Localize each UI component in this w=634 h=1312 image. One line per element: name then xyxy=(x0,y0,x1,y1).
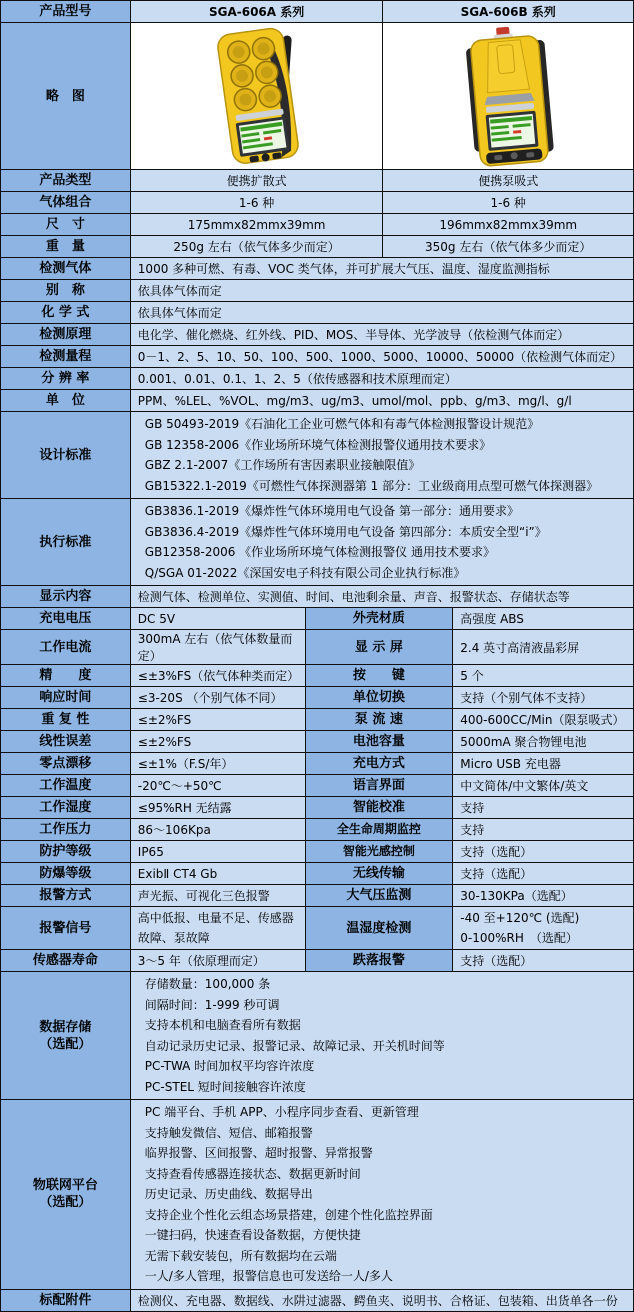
value-linearity-error: ≤±2%FS xyxy=(131,731,306,752)
value-accessories: 检测仪、充电器、数据线、水阱过滤器、鳄鱼夹、说明书、合格证、包装箱、出货单各一份 xyxy=(131,1290,634,1311)
label-unit-switch: 单位切换 xyxy=(306,687,454,708)
row-alarm-method xyxy=(1,885,634,907)
label-lifecycle-monitoring: 全生命周期监控 xyxy=(306,819,454,840)
label-chemical-formula: 化 学 式 xyxy=(1,302,131,323)
value-wireless-transmission: 支持（选配） xyxy=(453,863,634,884)
label-design-standards: 设计标准 xyxy=(1,412,131,498)
row-resolution xyxy=(1,368,634,390)
value-display-screen: 2.4 英寸高清液晶彩屏 xyxy=(453,630,634,664)
value-repeatability: ≤±2%FS xyxy=(131,709,306,730)
iot-platform-line: 支持企业个性化云组态场景搭建，创建个性化监控界面 xyxy=(144,1207,433,1222)
label-resolution: 分 辨 率 xyxy=(1,368,131,389)
label-working-temperature: 工作温度 xyxy=(1,775,131,796)
value-protection-rating: IP65 xyxy=(131,841,306,862)
label-explosion-proof-rating: 防爆等级 xyxy=(1,863,131,884)
value-weight-b: 350g 左右（依气体多少而定） xyxy=(383,236,634,257)
row-response-time xyxy=(1,687,634,709)
row-gas-combination xyxy=(1,192,634,214)
label-alarm-method: 报警方式 xyxy=(1,885,131,906)
data-storage-label-line: （选配） xyxy=(39,1036,92,1052)
row-detection-range xyxy=(1,346,634,368)
value-design-standards xyxy=(131,412,634,498)
data-storage-line: 自动记录历史记录、报警记录、故障记录、开关机时间等 xyxy=(144,1038,445,1053)
iot-platform-label-line: 物联网平台 xyxy=(32,1178,98,1194)
value-gas-combination-b: 1-6 种 xyxy=(383,192,634,213)
label-smart-calibration: 智能校准 xyxy=(306,797,454,818)
value-detection-range: 0－1、2、5、10、50、100、500、1000、5000、10000、50000（依检测气体而定） xyxy=(131,346,634,367)
row-working-pressure xyxy=(1,819,634,841)
row-zero-drift xyxy=(1,753,634,775)
row-repeatability xyxy=(1,709,634,731)
row-alarm-signal xyxy=(1,907,634,950)
iot-platform-line: 支持触发微信、短信、邮箱报警 xyxy=(144,1125,313,1140)
row-working-current xyxy=(1,630,634,665)
label-execution-standards: 执行标准 xyxy=(1,499,131,585)
row-alias xyxy=(1,280,634,302)
value-accuracy: ≤±3%FS（依气体种类而定） xyxy=(131,665,306,686)
value-zero-drift: ≤±1%（F.S/年） xyxy=(131,753,306,774)
label-detection-range: 检测量程 xyxy=(1,346,131,367)
value-response-time: ≤3-20S （个别气体不同） xyxy=(131,687,306,708)
value-product-type-a: 便携扩散式 xyxy=(131,170,384,191)
label-display-content: 显示内容 xyxy=(1,586,131,607)
row-design-standards xyxy=(1,412,634,499)
alarm-signal-line: 高中低报、电量不足、传感器 xyxy=(137,910,294,925)
label-alarm-signal: 报警信号 xyxy=(1,907,131,949)
label-detected-gases: 检测气体 xyxy=(1,258,131,279)
row-execution-standards xyxy=(1,499,634,586)
row-dimensions xyxy=(1,214,634,236)
label-buttons: 按 键 xyxy=(306,665,454,686)
row-charge-voltage xyxy=(1,608,634,630)
row-linearity-error xyxy=(1,731,634,753)
row-working-humidity xyxy=(1,797,634,819)
temp-humidity-line: 0-100%RH （选配） xyxy=(460,931,578,945)
label-working-current: 工作电流 xyxy=(1,630,131,664)
value-smart-calibration: 支持 xyxy=(453,797,634,818)
label-accuracy: 精 度 xyxy=(1,665,131,686)
value-execution-standards xyxy=(131,499,634,585)
value-display-content: 检测气体、检测单位、实测值、时间、电池剩余量、声音、报警状态、存储状态等 xyxy=(131,586,634,607)
label-repeatability: 重 复 性 xyxy=(1,709,131,730)
row-sensor-life xyxy=(1,950,634,972)
value-working-pressure: 86～106Kpa xyxy=(131,819,306,840)
label-accessories: 标配附件 xyxy=(1,1290,131,1311)
row-working-temperature xyxy=(1,775,634,797)
value-buttons: 5 个 xyxy=(453,665,634,686)
label-shell-material: 外壳材质 xyxy=(306,608,454,629)
design-standard-line: GB15322.1-2019《可燃性气体探测器第 1 部分：工业级商用点型可燃气体探测器》 xyxy=(144,478,599,493)
label-gas-combination: 气体组合 xyxy=(1,192,131,213)
row-detection-principle xyxy=(1,324,634,346)
value-pump-flow: 400-600CC/Min（限泵吸式） xyxy=(453,709,634,730)
value-charge-voltage: DC 5V xyxy=(131,608,306,629)
label-temp-humidity-detection: 温湿度检测 xyxy=(306,907,454,949)
value-dimensions-b: 196mmx82mmx39mm xyxy=(383,214,634,235)
label-detection-principle: 检测原理 xyxy=(1,324,131,345)
alarm-signal-line: 故障、泵故障 xyxy=(137,931,210,945)
value-working-current: 300mA 左右（依气体数量而定） xyxy=(131,630,306,664)
value-iot-platform xyxy=(131,1100,634,1289)
header-model-label: 产品型号 xyxy=(1,1,131,22)
iot-platform-line: 支持查看传感器连接状态、数据更新时间 xyxy=(144,1166,361,1181)
iot-platform-label-line: （选配） xyxy=(39,1195,92,1211)
label-light-sensor-control: 智能光感控制 xyxy=(306,841,454,862)
row-accuracy xyxy=(1,665,634,687)
label-wireless-transmission: 无线传输 xyxy=(306,863,454,884)
value-light-sensor-control: 支持（选配） xyxy=(453,841,634,862)
sketch-row xyxy=(1,23,634,170)
label-language-interface: 语言界面 xyxy=(306,775,454,796)
iot-platform-line: 临界报警、区间报警、超时报警、异常报警 xyxy=(144,1146,373,1160)
execution-standard-line: GB12358-2006 《作业场所环境气体检测报警仪 通用技术要求》 xyxy=(144,545,496,559)
value-gas-combination-a: 1-6 种 xyxy=(131,192,384,213)
execution-standard-line: Q/SGA 01-2022《深国安电子科技有限公司企业执行标准》 xyxy=(144,565,466,580)
label-drop-alarm: 跌落报警 xyxy=(306,950,454,971)
value-unit-switch: 支持（个别气体不支持） xyxy=(453,687,634,708)
value-dimensions-a: 175mmx82mmx39mm xyxy=(131,214,384,235)
portable-pump-gas-detector-image xyxy=(413,25,603,167)
value-language-interface: 中文简体/中文繁体/英文 xyxy=(453,775,634,796)
label-sensor-life: 传感器寿命 xyxy=(1,950,131,971)
execution-standard-line: GB3836.4-2019《爆炸性气体环境用电气设备 第四部分：本质安全型“i”》 xyxy=(144,524,547,539)
row-chemical-formula xyxy=(1,302,634,324)
value-alarm-signal xyxy=(131,907,306,949)
iot-platform-line: 一键扫码，快速查看设备数据，方便快捷 xyxy=(144,1228,361,1242)
label-linearity-error: 线性误差 xyxy=(1,731,131,752)
row-units xyxy=(1,390,634,412)
label-response-time: 响应时间 xyxy=(1,687,131,708)
label-zero-drift: 零点漂移 xyxy=(1,753,131,774)
iot-platform-line: PC 端平台、手机 APP、小程序同步查看、更新管理 xyxy=(144,1105,419,1119)
label-data-storage xyxy=(1,972,131,1099)
value-shell-material: 高强度 ABS xyxy=(453,608,634,629)
value-sensor-life: 3～5 年（依原理而定） xyxy=(131,950,306,971)
design-standard-line: GB 50493-2019《石油化工企业可燃气体和有毒气体检测报警设计规范》 xyxy=(144,417,540,431)
value-units: PPM、%LEL、%VOL、mg/m3、ug/m3、umol/mol、ppb、g/m3、mg/l、g/l xyxy=(131,390,634,411)
label-dimensions: 尺 寸 xyxy=(1,214,131,235)
label-protection-rating: 防护等级 xyxy=(1,841,131,862)
label-alias: 别 称 xyxy=(1,280,131,301)
label-units: 单 位 xyxy=(1,390,131,411)
value-barometric-monitoring: 30-130KPa（选配） xyxy=(453,885,634,906)
data-storage-line: PC-STEL 短时间接触容许浓度 xyxy=(144,1079,306,1094)
iot-platform-line: 历史记录、历史曲线、数据导出 xyxy=(144,1187,313,1201)
value-drop-alarm: 支持（选配） xyxy=(453,950,634,971)
value-working-temperature: -20℃～+50℃ xyxy=(131,775,306,796)
iot-platform-line: 无需下载安装包，所有数据均在云端 xyxy=(144,1248,337,1263)
row-protection-rating xyxy=(1,841,634,863)
label-charge-voltage: 充电电压 xyxy=(1,608,131,629)
data-storage-line: 存储数量：100,000 条 xyxy=(144,977,271,991)
label-iot-platform xyxy=(1,1100,131,1289)
value-detected-gases: 1000 多种可燃、有毒、VOC 类气体，并可扩展大气压、温度、湿度监测指标 xyxy=(131,258,634,279)
row-product-type xyxy=(1,170,634,192)
design-standard-line: GBZ 2.1-2007《工作场所有害因素职业接触限值》 xyxy=(144,458,421,472)
header-row xyxy=(1,1,634,23)
design-standard-line: GB 12358-2006《作业场所环境气体检测报警仪通用技术要求》 xyxy=(144,437,492,452)
label-charging-method: 充电方式 xyxy=(306,753,454,774)
data-storage-line: 支持本机和电脑查看所有数据 xyxy=(144,1018,301,1032)
portable-diffusion-gas-detector-image xyxy=(157,25,357,167)
label-weight: 重 量 xyxy=(1,236,131,257)
label-working-pressure: 工作压力 xyxy=(1,819,131,840)
value-chemical-formula: 依具体气体而定 xyxy=(131,302,634,323)
row-data-storage xyxy=(1,972,634,1100)
temp-humidity-line: -40 至+120℃ (选配) xyxy=(460,910,580,925)
value-explosion-proof-rating: ExibⅡ CT4 Gb xyxy=(131,863,306,884)
label-pump-flow: 泵 流 速 xyxy=(306,709,454,730)
value-data-storage xyxy=(131,972,634,1099)
value-working-humidity: ≤95%RH 无结露 xyxy=(131,797,306,818)
label-display-screen: 显 示 屏 xyxy=(306,630,454,664)
value-lifecycle-monitoring: 支持 xyxy=(453,819,634,840)
row-weight xyxy=(1,236,634,258)
row-iot-platform xyxy=(1,1100,634,1290)
device-a-image-cell xyxy=(131,23,384,169)
label-battery-capacity: 电池容量 xyxy=(306,731,454,752)
value-charging-method: Micro USB 充电器 xyxy=(453,753,634,774)
sketch-label: 略 图 xyxy=(1,23,131,169)
row-accessories xyxy=(1,1290,634,1312)
value-battery-capacity: 5000mA 聚合物锂电池 xyxy=(453,731,634,752)
data-storage-line: 间隔时间：1-999 秒可调 xyxy=(144,997,280,1012)
iot-platform-line: 一人/多人管理，报警信息也可发送给一人/多人 xyxy=(144,1269,393,1283)
data-storage-line: PC-TWA 时间加权平均容许浓度 xyxy=(144,1059,315,1073)
value-detection-principle: 电化学、催化燃烧、红外线、PID、MOS、半导体、光学波导（依检测气体而定） xyxy=(131,324,634,345)
row-explosion-proof-rating xyxy=(1,863,634,885)
label-working-humidity: 工作湿度 xyxy=(1,797,131,818)
header-series-b: SGA-606B 系列 xyxy=(383,1,634,22)
row-detected-gases xyxy=(1,258,634,280)
label-product-type: 产品类型 xyxy=(1,170,131,191)
execution-standard-line: GB3836.1-2019《爆炸性气体环境用电气设备 第一部分：通用要求》 xyxy=(144,504,520,518)
header-series-a: SGA-606A 系列 xyxy=(131,1,384,22)
value-weight-a: 250g 左右（依气体多少而定） xyxy=(131,236,384,257)
value-alarm-method: 声光振、可视化三色报警 xyxy=(131,885,306,906)
row-display-content xyxy=(1,586,634,608)
value-alias: 依具体气体而定 xyxy=(131,280,634,301)
value-product-type-b: 便携泵吸式 xyxy=(383,170,634,191)
value-temp-humidity-detection xyxy=(453,907,634,949)
value-resolution: 0.001、0.01、0.1、1、2、5（依传感器和技术原理而定） xyxy=(131,368,634,389)
label-barometric-monitoring: 大气压监测 xyxy=(306,885,454,906)
device-b-image-cell xyxy=(383,23,634,169)
data-storage-label-line: 数据存储 xyxy=(39,1019,92,1035)
